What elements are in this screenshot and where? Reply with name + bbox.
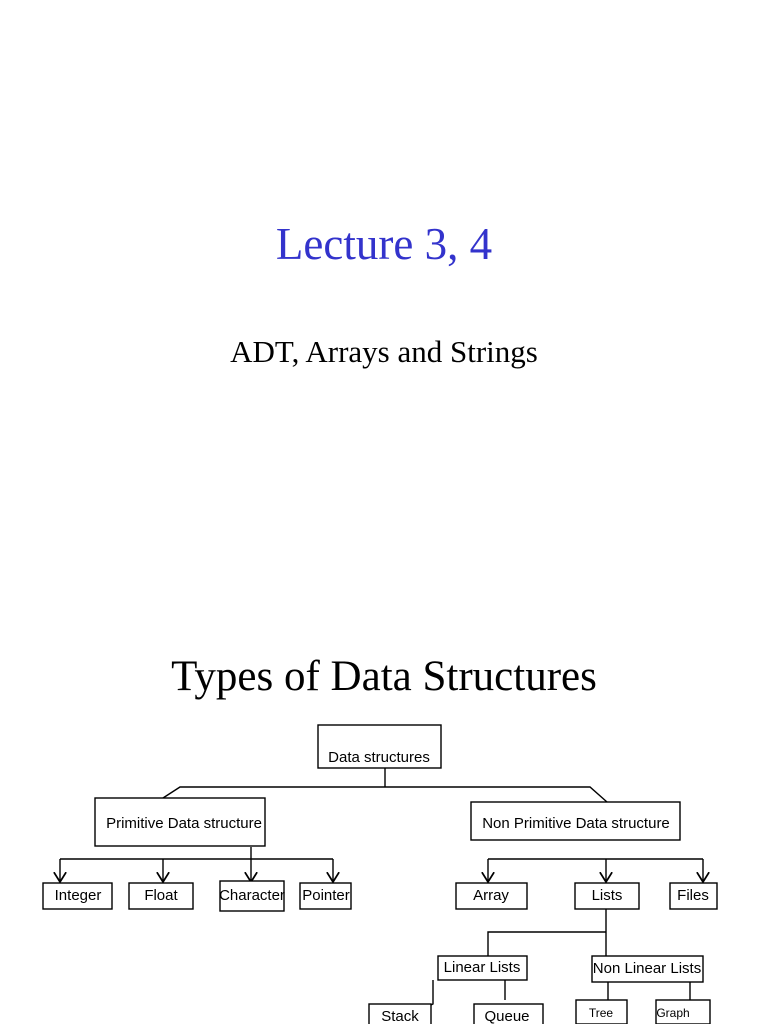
node-label: Non Primitive Data structure <box>482 814 670 832</box>
node-label: Graph <box>656 1006 690 1021</box>
node-lists <box>575 883 639 909</box>
node-label: Primitive Data structure <box>106 814 262 832</box>
node-tree <box>576 1000 627 1024</box>
node-non-primitive <box>471 802 680 840</box>
slide-2 <box>0 512 768 1024</box>
node-array <box>456 883 527 909</box>
data-structures-diagram <box>0 512 768 1024</box>
node-linear-lists <box>438 956 527 980</box>
node-label: Files <box>677 886 709 904</box>
node-graph <box>656 1000 710 1024</box>
edge-to-linear-lists <box>488 932 606 956</box>
node-label: Character <box>219 886 285 904</box>
node-label: Float <box>144 886 178 904</box>
node-pointer <box>300 883 351 909</box>
node-label: Data structures <box>328 748 430 766</box>
node-label: Linear Lists <box>443 958 521 976</box>
node-label: Queue <box>484 1007 530 1024</box>
node-label: Integer <box>54 886 102 904</box>
node-primitive <box>95 798 265 846</box>
node-label: Pointer <box>302 886 350 904</box>
node-files <box>670 883 717 909</box>
lecture-subtitle: ADT, Arrays and Strings <box>230 334 538 369</box>
node-non-linear-lists <box>592 956 703 982</box>
node-label: Array <box>473 886 509 904</box>
node-queue <box>474 1004 543 1024</box>
node-label: Non Linear Lists <box>592 959 702 977</box>
node-integer <box>43 883 112 909</box>
node-float <box>129 883 193 909</box>
lecture-title: Lecture 3, 4 <box>275 219 493 269</box>
node-label: Stack <box>381 1007 419 1024</box>
slide-title: Types of Data Structures <box>171 653 597 700</box>
node-label: Tree <box>588 1006 614 1021</box>
node-character <box>219 881 285 911</box>
node-label: Lists <box>591 886 623 904</box>
node-stack <box>369 1004 431 1024</box>
node-data-structures <box>318 725 441 768</box>
